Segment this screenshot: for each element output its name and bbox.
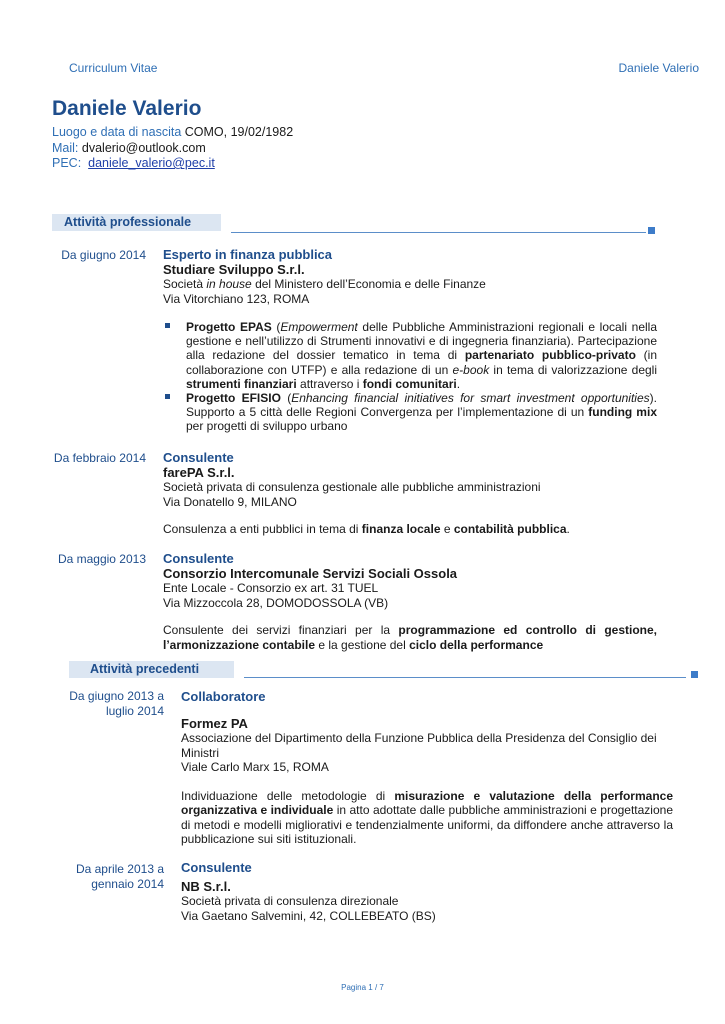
mail-line [52,141,293,157]
job-date [40,862,164,892]
job-role: Consulente [181,860,252,875]
job-date-line: Da aprile 2013 a [75,862,164,876]
section-professional: Attività professionale [52,214,221,231]
job-date-line: gennaio 2014 [91,877,164,891]
job-org-desc: Società privata di consulenza direzionale [181,894,399,908]
job-address: Via Vitorchiano 123, ROMA [163,291,310,306]
bullet-square-icon [165,394,170,399]
birth-value: COMO, 19/02/1982 [184,125,294,139]
job-org-desc: Società privata di consulenza gestionale alle pubbliche amministrazioni [163,480,541,494]
job-address: Viale Carlo Marx 15, ROMA [181,760,329,774]
job-role: Esperto in finanza pubblica [163,247,333,262]
job-role: Consulente [163,551,234,566]
job-org: Studiare Sviluppo S.r.l. [163,262,305,277]
section-marker [648,227,655,234]
job-date: Da giugno 2014 [61,248,146,262]
pec-label: PEC: [52,156,82,170]
page-title: Daniele Valerio [52,97,202,120]
job-org: farePA S.r.l. [163,465,235,480]
birth-label: Luogo e data di nascita [52,125,182,139]
header-right: Daniele Valerio [618,61,699,75]
job-date-line: luglio 2014 [105,704,164,718]
job-description: Consulenza a enti pubblici in tema di finanza locale e contabilità pubblica. [163,522,570,536]
job-org-desc: Associazione del Dipartimento della Funzione Pubblica della Presidenza del Consiglio dei Ministri [181,731,657,760]
job-bullets [160,320,657,434]
pec-line [52,156,293,172]
job-address: Via Gaetano Salvemini, 42, COLLEBEATO (BS) [181,908,436,923]
contact-block [52,125,293,172]
job-role: Consulente [163,450,234,465]
list-item: Progetto EPAS (Empowerment delle Pubbliche Amministrazioni regionali e locali nella gestione e nell’utilizzo di Strumenti innovativi e di ingegneria finanziaria). Partecipazione alla redazione del dossier tematico in tema di partenariato pubblico-privato (in collaborazione con UTFP) e alla redazione di un e-book in tema di valorizzazione degli strumenti finanziari attraverso i fondi comunitari. [160,320,657,391]
job-description: Consulente dei servizi finanziari per la programmazione ed controllo di gestione, l’armonizzazione contabile e la gestione del ciclo della performance [163,623,657,652]
job-org-desc: Società in house del Ministero dell’Economia e delle Finanze [163,277,486,291]
header-left: Curriculum Vitae [69,61,158,75]
job-date: Da febbraio 2014 [53,451,146,465]
section-divider [231,232,646,233]
job-entry [181,860,673,923]
job-date [40,689,164,719]
job-entry [163,247,657,434]
page-number: Pagina 1 / 7 [341,983,384,992]
job-role: Collaboratore [181,689,266,704]
job-entry [163,551,657,652]
birth-line [52,125,293,141]
job-entry [181,689,673,847]
job-org: Consorzio Intercomunale Servizi Sociali Ossola [163,566,458,581]
bullet-square-icon [165,323,170,328]
job-org: NB S.r.l. [181,879,231,894]
section-divider [244,677,686,678]
job-org-desc: Ente Locale - Consorzio ex art. 31 TUEL [163,581,379,595]
section-previous: Attività precedenti [69,661,234,678]
job-description: Individuazione delle metodologie di misurazione e valutazione della performance organizzativa e individuale in atto adottate dalle pubbliche amministrazioni e progettazione di metodi e modelli migliorativi e tendenzialmente uniformi, da diffondere anche attraverso la pubblicazione sui siti istituzionali. [181,788,673,846]
mail-value: dvalerio@outlook.com [81,140,206,155]
job-address: Via Donatello 9, MILANO [163,494,297,509]
list-item: Progetto EFISIO (Enhancing financial initiatives for smart investment opportunities). Supporto a 5 città delle Regioni Convergenza per l’implementazione di un funding mix per progetti di sviluppo urbano [160,391,657,434]
job-date-line: Da giugno 2013 a [69,689,164,703]
mail-label: Mail: [52,140,79,155]
pec-link[interactable]: daniele_valerio@pec.it [88,156,215,170]
section-marker [691,671,698,678]
job-date: Da maggio 2013 [57,552,146,566]
job-address: Via Mizzoccola 28, DOMODOSSOLA (VB) [163,595,389,610]
job-org: Formez PA [181,716,248,731]
job-entry [163,450,657,537]
